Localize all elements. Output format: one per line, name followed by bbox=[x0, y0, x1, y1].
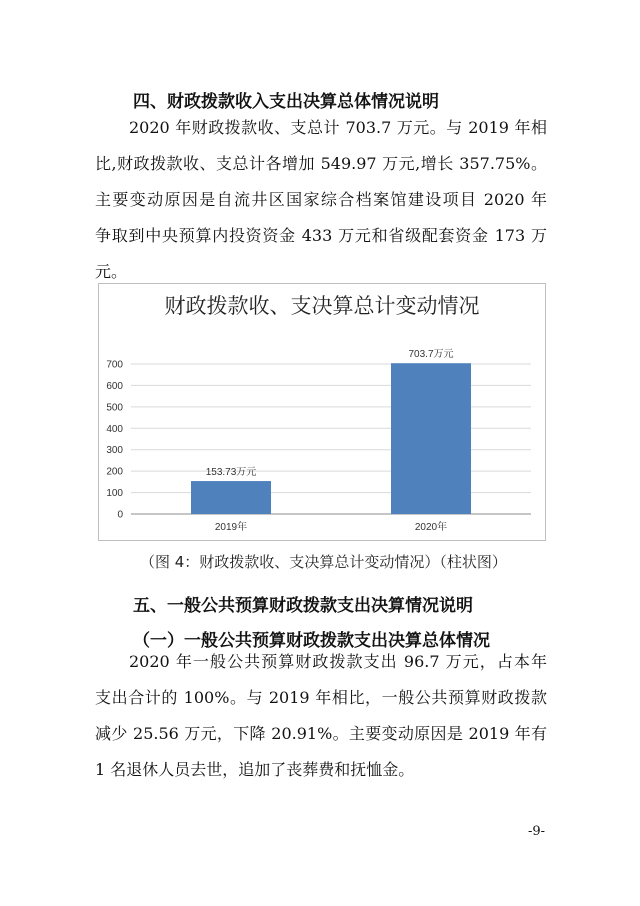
y-tick-label: 0 bbox=[117, 509, 123, 521]
y-tick-label: 500 bbox=[106, 402, 123, 414]
data-label: 703.7万元 bbox=[408, 349, 454, 361]
paragraph-line: 2020 年一般公共预算财政拨款支出 96.7 万元，占本年 bbox=[129, 652, 547, 671]
page-number: -9- bbox=[528, 824, 546, 839]
y-tick-label: 100 bbox=[106, 488, 123, 500]
x-tick-label: 2019年 bbox=[214, 522, 248, 533]
y-tick-label: 200 bbox=[106, 466, 123, 478]
paragraph-line: 2020 年财政拨款收、支总计 703.7 万元。与 2019 年相 bbox=[129, 118, 547, 137]
chart-title: 财政拨款收、支决算总计变动情况 bbox=[164, 295, 480, 318]
bar-chart bbox=[99, 284, 545, 540]
section-5-subheading: （一）一般公共预算财政拨款支出决算总体情况 bbox=[133, 631, 490, 651]
section-4-heading: 四、财政拨款收入支出决算总体情况说明 bbox=[133, 92, 439, 112]
paragraph-line: 1 名退休人员去世，追加了丧葬费和抚恤金。 bbox=[95, 760, 415, 779]
bar-chart-frame bbox=[98, 283, 546, 541]
bar bbox=[391, 363, 471, 514]
y-tick-label: 600 bbox=[106, 380, 123, 392]
x-tick-label: 2020年 bbox=[414, 522, 448, 533]
section-4-paragraph bbox=[95, 110, 547, 290]
paragraph-line: 支出合计的 100%。与 2019 年相比，一般公共预算财政拨款 bbox=[95, 688, 547, 707]
figure-caption: （图 4：财政拨款收、支决算总计变动情况）（柱状图） bbox=[140, 553, 507, 571]
y-tick-label: 400 bbox=[106, 423, 123, 435]
paragraph-line: 比,财政拨款收、支总计各增加 549.97 万元,增长 357.75%。 bbox=[95, 154, 547, 173]
paragraph-line: 减少 25.56 万元，下降 20.91%。主要变动原因是 2019 年有 bbox=[95, 724, 547, 743]
y-tick-label: 700 bbox=[106, 359, 123, 371]
section-5-paragraph bbox=[95, 644, 547, 788]
paragraph-line: 元。 bbox=[95, 262, 128, 281]
paragraph-line: 主要变动原因是自流井区国家综合档案馆建设项目 2020 年 bbox=[95, 190, 547, 209]
y-tick-label: 300 bbox=[106, 445, 123, 457]
paragraph-line: 争取到中央预算内投资资金 433 万元和省级配套资金 173 万 bbox=[95, 226, 547, 245]
bar bbox=[191, 481, 271, 514]
section-5-heading: 五、一般公共预算财政拨款支出决算情况说明 bbox=[133, 596, 473, 616]
data-label: 153.73万元 bbox=[205, 467, 257, 479]
